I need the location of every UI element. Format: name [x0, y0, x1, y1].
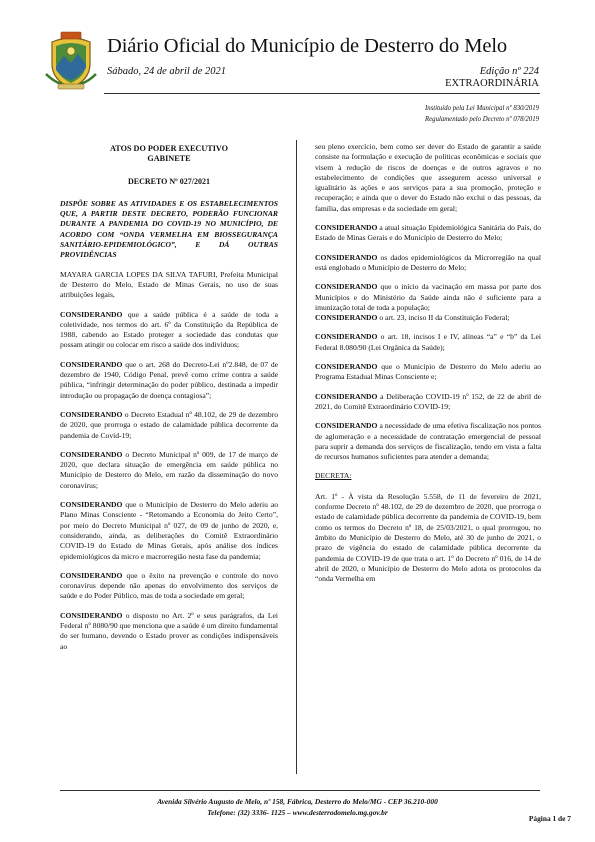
considerando-paragraph: CONSIDERANDO os dados epidemiológicos da Microrregião na qual está englobado o Município de Desterro do Melo; — [315, 252, 541, 272]
considerando-keyword: CONSIDERANDO — [315, 223, 378, 233]
subsection-heading: GABINETE — [147, 154, 191, 164]
considerando-keyword: CONSIDERANDO — [60, 500, 123, 510]
considerando-paragraph: CONSIDERANDO que o Município de Desterro do Melo aderiu ao Programa Estadual Minas Consciente e; — [315, 362, 541, 382]
considerando-paragraph: CONSIDERANDO a Deliberação COVID-19 nº 152, de 22 de abril de 2021, do Comitê Extraordinário COVID-19; — [315, 391, 541, 411]
considerando-keyword: CONSIDERANDO — [315, 313, 378, 323]
edition-number: Edição nº 224 — [479, 66, 539, 77]
newspaper-title: Diário Oficial do Município de Desterro do Melo — [107, 35, 508, 57]
section-heading: ATOS DO PODER EXECUTIVO — [109, 144, 229, 153]
footer-contact: Telefone: (32) 3336- 1125 – www.desterrodomelo.mg.gov.br — [207, 808, 388, 817]
decree-preamble: MAYARA GARCIA LOPES DA SILVA TAFURI, Prefeita Municipal de Desterro do Melo, Estado de Minas Gerais, no uso de suas atribuições legais, — [60, 269, 278, 300]
considerando-keyword: CONSIDERANDO — [60, 449, 123, 459]
considerando-keyword: CONSIDERANDO — [315, 332, 378, 342]
considerando-paragraph: CONSIDERANDO que o art. 268 do Decreto-Lei nº2.848, de 07 de dezembro de 1940, Código Penal, prevê como crime contra a saúde pública, “infringir determinação do poder público, destinada a impedir introdução ou propagação de doença contagiosa”; — [60, 359, 278, 400]
considerando-paragraph: CONSIDERANDO que o Município de Desterro do Melo aderiu ao Plano Minas Consciente - “Retomando a Economia do Jeito Certo”, por meio do Decreto Municipal nº 027, de 09 de junho de 2020, e, considerando, ainda, as deliberações do Comitê Extraordinário COVID-19 do Estado de Minas Gerais, após análise dos índices epidemiológicos da micro e macrorregião nesta fase da pandemia; — [60, 500, 278, 561]
considerando-keyword: CONSIDERANDO — [60, 610, 123, 620]
considerando-paragraph: CONSIDERANDO que a saúde pública é a saúde de toda a coletividade, nos termos do art. 6º da Constituição da República de 1988, cabendo ao Estado proteger a sociedade das condutas que possam atingir ou colocar em risco a saúde dos indivíduos; — [60, 309, 278, 350]
considerando-keyword: CONSIDERANDO — [315, 421, 378, 431]
considerando-paragraph: CONSIDERANDO o art. 23, inciso II da Constituição Federal; — [315, 313, 510, 323]
considerando-paragraph: CONSIDERANDO que o êxito na prevenção e controle do novo coronavírus depende não apenas do envolvimento dos serviços de saúde e do Poder Público, mas de toda a sociedade em geral; — [60, 570, 278, 601]
considerando-paragraph: CONSIDERANDO o Decreto Estadual nº 48.102, de 29 de dezembro de 2020, que prorroga o estado de calamidade pública decorrente da pandemia de Covid-19; — [60, 409, 278, 440]
decreta-heading: DECRETA: — [315, 471, 352, 481]
footer-address: Avenida Silvério Augusto de Melo, nº 158, Fábrica, Desterro do Melo/MG - CEP 36.210-000 — [157, 797, 438, 806]
considerando-keyword: CONSIDERANDO — [60, 570, 123, 580]
decree-ementa: DISPÕE SOBRE AS ATIVIDADES E OS ESTABELECIMENTOS QUE, A PARTIR DESTE DECRETO, PODERÃO FUNCIONAR DURANTE A PANDEMIA DO COVID-19 NO MUNICÍPIO, DE ACORDO COM “ONDA VERMELHA EM BIOSSEGURANÇA SANITÁRIO-EPIDEMIOLÓGICO”, E DÁ OUTRAS PROVIDÊNCIAS — [60, 198, 278, 260]
considerando-paragraph: CONSIDERANDO o disposto no Art. 2º e seus parágrafos, da Lei Federal nº 8080/90 que menciona que a saúde é um direito fundamental do ser humano, devendo o Estado prover as condições indispensáveis ao — [60, 610, 278, 651]
edition-type: EXTRAORDINÁRIA — [445, 78, 539, 89]
considerando-keyword: CONSIDERANDO — [60, 359, 123, 369]
considerando-keyword: CONSIDERANDO — [60, 409, 123, 419]
footer-divider — [60, 790, 540, 791]
article-1: Art. 1º - À vista da Resolução 5.558, de 11 de fevereiro de 2021, conforme Decreto nº 48.102, de 29 de dezembro de 2020, que prorroga o estado de calamidade pública decorrente da pandemia de COVID-19, bem como os termos do Decreto nº 18, de 25/03/2021, o qual prorrogou, no âmbito do Município de Desterro do Melo, até 30 de junho de 2021, o prazo de vigência do estado de calamidade pública decorrente da pandemia de COVID-19 de que trata o art. 1º do Decreto nº 016, de 14 de abril de 2020, o Município de Desterro do Melo adota os protocolos da “onda Vermelha em — [315, 491, 541, 584]
considerando-paragraph: CONSIDERANDO o art. 18, incisos I e IV, alíneas “a” e “b” da Lei Federal 8.080/90 (Lei Orgânica da Saúde); — [315, 332, 541, 352]
page-number: Página 1 de 7 — [528, 814, 571, 823]
considerando-keyword: CONSIDERANDO — [315, 362, 378, 372]
institution-law: Instituído pela Lei Municipal nº 830/2019 — [424, 105, 539, 112]
considerando-keyword: CONSIDERANDO — [315, 282, 378, 292]
considerando-keyword: CONSIDERANDO — [315, 252, 378, 262]
left-column — [60, 144, 278, 661]
paragraph-continuation: seu pleno exercício, bem como ser dever do Estado de garantir a saúde consiste na formulação e execução de políticas econômicas e sociais que visem à redução de riscos de doenças e de outros agravos e no estabelecimento de condições que assegurem acesso universal e igualitário às ações e aos serviços para a sua promoção, proteção e recuperação; e ainda que o dever do Estado não exclui o das pessoas, da família, das empresas e da sociedade em geral; — [315, 142, 541, 213]
considerando-paragraph: CONSIDERANDO que o início da vacinação em massa por parte dos Municípios e do Ministério da Saúde ainda não é suficiente para a imunização total de toda a população; — [315, 282, 541, 312]
municipal-coat-of-arms — [44, 30, 98, 90]
right-column — [315, 142, 541, 593]
regulation-decree: Regulamentado pelo Decreto nº 078/2019 — [425, 116, 539, 123]
considerando-paragraph: CONSIDERANDO a atual situação Epidemiológica Sanitária do País, do Estado de Minas Gerais e do Município de Desterro do Melo; — [315, 223, 541, 243]
considerando-paragraph: CONSIDERANDO a necessidade de uma efetiva fiscalização nos pontos de aglomeração e a necessidade de contratação emergencial de pessoal para suprir a demanda dos serviços de fiscalização, tendo em vista a falta de recursos humanos suficientes para atender a demanda; — [315, 421, 541, 462]
issue-date: Sábado, 24 de abril de 2021 — [107, 66, 226, 77]
decree-title: DECRETO Nº 027/2021 — [127, 176, 211, 186]
column-divider — [296, 140, 297, 774]
header-divider — [104, 93, 540, 94]
considerando-keyword: CONSIDERANDO — [60, 309, 123, 319]
considerando-keyword: CONSIDERANDO — [315, 391, 378, 401]
considerando-paragraph: CONSIDERANDO o Decreto Municipal nº 009, de 17 de março de 2020, que declara situação de emergência em saúde pública no Município de Desterro do Melo, em razão da disseminação do novo coronavírus; — [60, 449, 278, 490]
